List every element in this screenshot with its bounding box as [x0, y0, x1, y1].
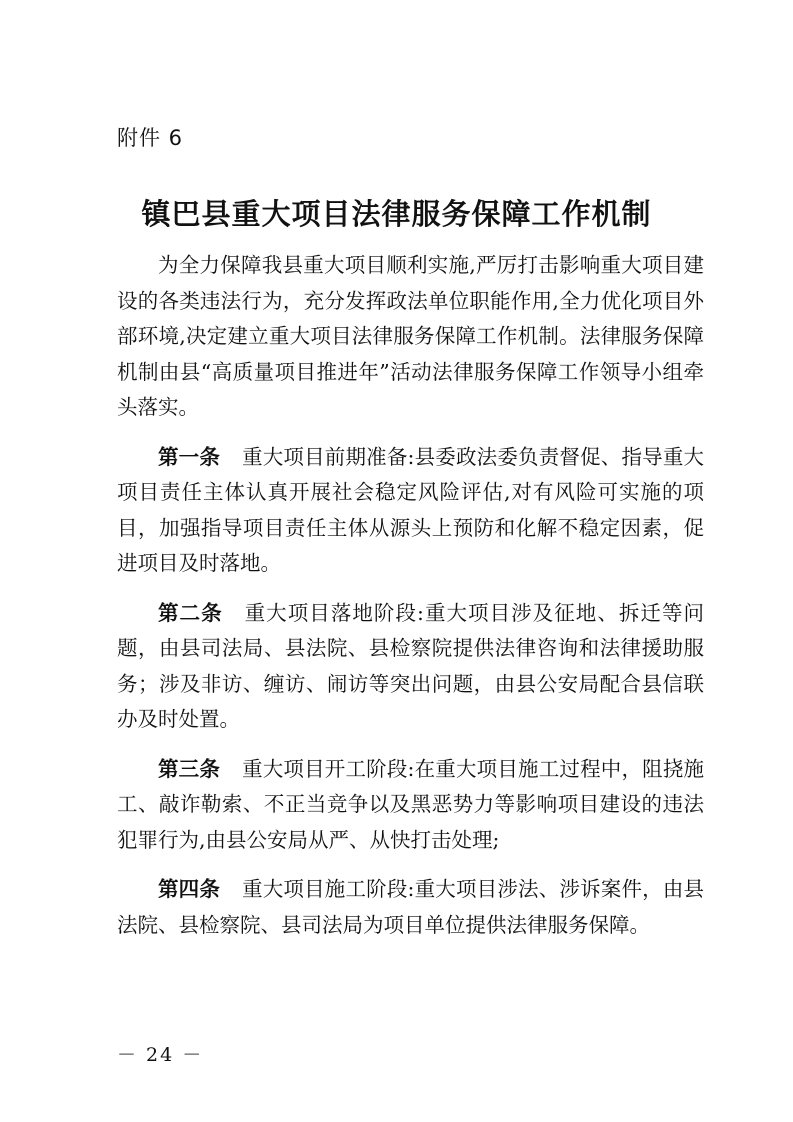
article-paragraph [117, 440, 704, 582]
intro-paragraph: 为全力保障我县重大项目顺利实施,严厉打击影响重大项目建设的各类违法行为，充分发挥政法单位职能作用,全力优化项目外部环境,决定建立重大项目法律服务保障工作机制。法律服务保障机制由县“高质量项目推进年”活动法律服务保障工作领导小组牵头落实。 [117, 253, 704, 419]
document-body [117, 248, 704, 943]
article-paragraph [117, 596, 704, 738]
article-paragraph [117, 752, 704, 859]
article-paragraph [117, 872, 704, 943]
article-label: 第三条 [158, 756, 221, 781]
article-label: 第二条 [158, 600, 223, 625]
article-text: 重大项目施工阶段:重大项目涉法、涉诉案件，由县法院、县检察院、县司法局为项目单位提供法律服务保障。 [117, 877, 705, 937]
document-title: 镇巴县重大项目法律服务保障工作机制 [141, 197, 652, 231]
page-number: － 24 － [117, 1044, 204, 1066]
article-text: 重大项目开工阶段:在重大项目施工过程中，阻挠施工、敲诈勒索、不正当竞争以及黑恶势力等影响项目建设的违法犯罪行为,由县公安局从严、从快打击处理; [117, 756, 705, 852]
article-label: 第四条 [158, 877, 221, 901]
article-label: 第一条 [158, 444, 221, 469]
article-text: 重大项目前期准备:县委政法委负责督促、指导重大项目责任主体认真开展社会稳定风险评估,对有风险可实施的项目，加强指导项目责任主体从源头上预防和化解不稳定因素，促进项目及时落地。 [117, 444, 705, 575]
article-text: 重大项目落地阶段:重大项目涉及征地、拆迁等问题，由县司法局、县法院、县检察院提供法律咨询和法律援助服务；涉及非访、缠访、闹访等突出问题，由县公安局配合县信联办及时处置。 [117, 600, 705, 731]
attachment-label: 附件 6 [117, 126, 184, 150]
